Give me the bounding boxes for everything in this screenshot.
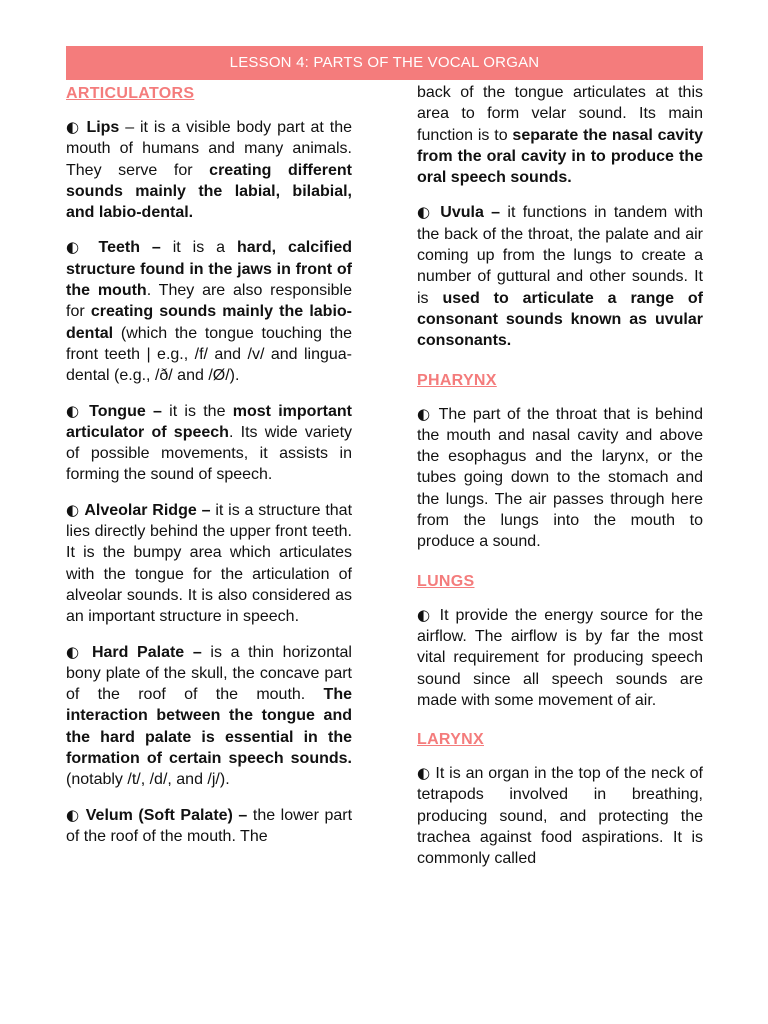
- half-circle-bullet-icon: ◐: [66, 401, 82, 420]
- half-circle-bullet-icon: ◐: [66, 642, 84, 661]
- entry-lips: [66, 117, 352, 223]
- term-velum: Velum (Soft Palate) –: [85, 806, 248, 824]
- half-circle-bullet-icon: ◐: [66, 500, 80, 519]
- entry-tongue: [66, 401, 352, 486]
- entry-alveolar-ridge: [66, 500, 352, 628]
- entry-text: it is the: [161, 402, 233, 420]
- term-uvula: Uvula –: [440, 204, 501, 222]
- entry-hard-palate: [66, 642, 352, 791]
- term-lips: Lips: [86, 119, 120, 136]
- entry-text: . They are also responsible for: [66, 282, 353, 321]
- half-circle-bullet-icon: ◐: [417, 605, 433, 624]
- term-tongue: Tongue –: [89, 402, 162, 420]
- entry-text: it functions in tandem with the back of the throat, the palate and air coming up from the lungs to create a number of guttural and other sounds. It is: [417, 204, 703, 307]
- entry-text: . Its wide variety of possible movements, it assists in forming the sound of speech.: [66, 423, 353, 484]
- entry-bold-text: separate the nasal cavity from the oral cavity in to produce the oral speech sounds.: [417, 126, 704, 187]
- entry-bold-text: used to articulate a range of consonant sounds known as uvular consonants.: [417, 289, 703, 350]
- heading-larynx: LARYNX: [417, 731, 484, 749]
- entry-text: it is a: [160, 239, 237, 257]
- entry-bold-text: hard, calcified structure found in the jaws in front of the mouth: [66, 239, 353, 300]
- entry-larynx: [417, 763, 703, 869]
- entry-text: is a thin horizontal bony plate of the skull, the concave part of the roof of the mouth.: [66, 643, 352, 704]
- entry-text: back of the tongue articulates at this area to form velar sound. Its main function is to: [417, 84, 703, 144]
- entry-lungs: [417, 605, 703, 711]
- term-teeth: Teeth –: [98, 239, 161, 257]
- entry-text: (which the tongue touching the front teeth | e.g., /f/ and /v/ and lingua-dental (e.g., /ð/ and /Ø/).: [66, 324, 352, 385]
- entry-bold-text: most important articulator of speech: [66, 402, 352, 441]
- half-circle-bullet-icon: ◐: [417, 203, 433, 222]
- right-column: [417, 82, 703, 884]
- half-circle-bullet-icon: ◐: [66, 118, 81, 136]
- entry-text: (notably /t/, /d/, and /j/).: [66, 771, 230, 789]
- entry-teeth: [66, 237, 352, 386]
- entry-text: The part of the throat that is behind the mouth and nasal cavity and above the esophagus and the larynx, or the tubes going down to the stomach and the lungs. The air passes through here from the lungs into the mouth to produce a sound.: [417, 405, 703, 551]
- heading-pharynx: PHARYNX: [417, 371, 497, 389]
- term-alveolar-ridge: Alveolar Ridge –: [84, 501, 211, 519]
- entry-text: It provide the energy source for the airflow. The airflow is by far the most vital requirement for producing speech sound since all speech sounds are made with some movement of air.: [417, 606, 703, 709]
- heading-lungs: LUNGS: [417, 572, 475, 590]
- half-circle-bullet-icon: ◐: [417, 764, 431, 783]
- entry-velum-continued: [417, 82, 703, 188]
- half-circle-bullet-icon: ◐: [417, 404, 433, 423]
- term-hard-palate: Hard Palate –: [91, 643, 202, 661]
- half-circle-bullet-icon: ◐: [66, 238, 87, 257]
- entry-bold-text: The interaction between the tongue and the hard palate is essential in the formation of certain speech sounds.: [66, 686, 352, 768]
- lesson-title-banner: LESSON 4: PARTS OF THE VOCAL ORGAN: [66, 46, 703, 80]
- entry-text: – it is a visible body part at the mouth of humans and many animals. They serve for: [66, 119, 353, 179]
- entry-pharynx: [417, 404, 703, 553]
- entry-bold-text: creating different sounds mainly the labial, bilabial, and labio-dental.: [66, 161, 353, 222]
- entry-uvula: [417, 202, 703, 351]
- entry-text: it is a structure that lies directly behind the upper front teeth. It is the bumpy area which articulates with the tongue for the articulation of alveolar sounds. It is also considered as an important structure in speech.: [66, 501, 353, 626]
- entry-bold-text: creating sounds mainly the labio-dental: [66, 303, 352, 342]
- entry-text: It is an organ in the top of the neck of tetrapods involved in breathing, producing sound, and protecting the trachea against food aspirations. It is commonly called: [417, 765, 703, 868]
- heading-articulators: ARTICULATORS: [66, 85, 195, 102]
- entry-velum: [66, 805, 352, 848]
- left-column: [66, 80, 352, 861]
- half-circle-bullet-icon: ◐: [66, 805, 81, 824]
- entry-text: the lower part of the roof of the mouth. The: [66, 806, 353, 845]
